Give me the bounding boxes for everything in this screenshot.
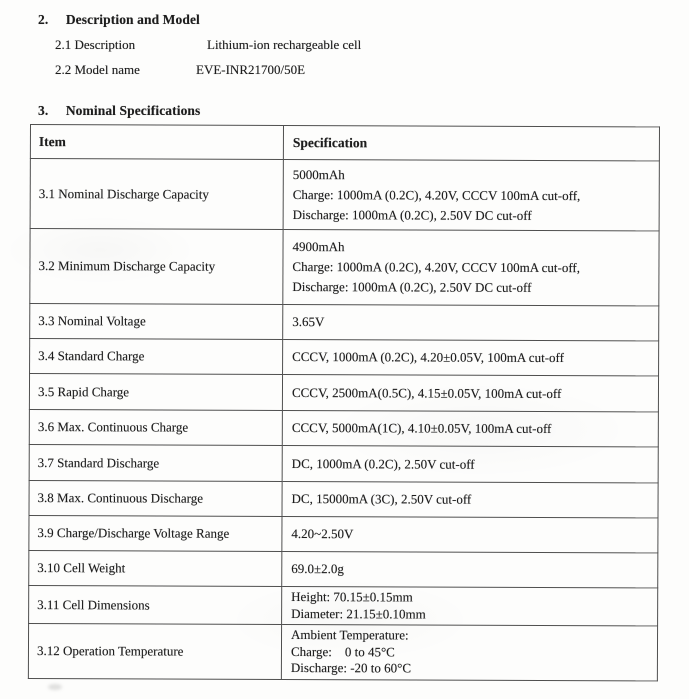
- table-row: [29, 444, 658, 482]
- table-row: [28, 623, 657, 680]
- item-cell: 3.7 Standard Discharge: [29, 444, 282, 481]
- item-cell: 3.11 Cell Dimensions: [29, 585, 282, 624]
- spec-cell: [283, 229, 659, 305]
- section-2-title: Description and Model: [65, 12, 200, 27]
- table-row: [30, 304, 659, 341]
- spec-cell: [282, 586, 658, 625]
- table-row: [30, 339, 659, 376]
- spec-cell: [282, 410, 658, 446]
- spec-line: CCCV, 2500mA(0.5C), 4.15±0.05V, 100mA cut-off: [291, 384, 562, 401]
- spec-cell: [281, 624, 657, 680]
- spec-cell: [282, 481, 658, 517]
- item-cell: 3.9 Charge/Discharge Voltage Range: [29, 515, 282, 551]
- section-3-number: 3.: [38, 103, 49, 118]
- spec-line: DC, 1000mA (0.2C), 2.50V cut-off: [291, 455, 475, 472]
- description-value: Lithium-ion rechargeable cell: [207, 37, 362, 52]
- column-header-specification: Specification: [283, 125, 659, 160]
- spec-cell: [283, 339, 659, 375]
- spec-line: 69.0±2.0g: [291, 561, 344, 577]
- table-row: [30, 229, 659, 306]
- scan-smudge-artifact: [48, 684, 62, 690]
- table-row: [29, 480, 658, 517]
- spec-line: Ambient Temperature:: [291, 627, 409, 643]
- spec-line: Charge: 0 to 45°C: [290, 643, 395, 659]
- table-row: [29, 550, 658, 587]
- spec-cell: [282, 551, 658, 587]
- spec-line: Charge: 1000mA (0.2C), 4.20V, CCCV 100mA cut-off,: [292, 259, 581, 276]
- table-header-row: [30, 125, 659, 161]
- item-cell: 3.8 Max. Continuous Discharge: [29, 480, 282, 516]
- spec-cell: [283, 159, 659, 230]
- spec-cell: [282, 516, 658, 552]
- section-2-heading: [38, 12, 200, 28]
- spec-line: 4900mAh: [292, 239, 345, 255]
- section-2-number: 2.: [38, 12, 49, 27]
- spec-line: Height: 70.15±0.15mm: [291, 589, 413, 605]
- nominal-specifications-table: [28, 124, 660, 681]
- spec-cell: [282, 445, 658, 482]
- spec-line: CCCV, 5000mA(1C), 4.10±0.05V, 100mA cut-off: [291, 420, 552, 437]
- spec-line: 4.20~2.50V: [291, 526, 354, 542]
- item-cell: 3.4 Standard Charge: [30, 339, 283, 375]
- item-cell: 3.12 Operation Temperature: [28, 623, 281, 678]
- spec-cell: [283, 304, 659, 340]
- table-row: [29, 515, 658, 552]
- spec-line: Discharge: 1000mA (0.2C), 2.50V DC cut-off: [292, 206, 532, 223]
- model-name-value: EVE-INR21700/50E: [196, 62, 306, 77]
- table-row: [29, 585, 658, 625]
- item-cell: 3.1 Nominal Discharge Capacity: [30, 159, 283, 230]
- spec-cell: [282, 374, 658, 411]
- spec-line: Discharge: 1000mA (0.2C), 2.50V DC cut-off: [292, 279, 532, 295]
- section-3-title: Nominal Specifications: [65, 103, 201, 118]
- table-row: [29, 409, 658, 446]
- table-row: [30, 159, 659, 231]
- spec-line: Discharge: -20 to 60°C: [290, 660, 412, 676]
- column-header-item: Item: [30, 125, 283, 160]
- item-cell: 3.5 Rapid Charge: [29, 374, 282, 411]
- spec-line: Diameter: 21.15±0.10mm: [291, 605, 426, 622]
- item-cell: 3.10 Cell Weight: [29, 550, 282, 586]
- item-cell: 3.3 Nominal Voltage: [30, 304, 283, 340]
- section-3-heading: [38, 103, 200, 119]
- item-cell: 3.6 Max. Continuous Charge: [29, 409, 282, 445]
- item-cell: 3.2 Minimum Discharge Capacity: [30, 229, 283, 305]
- spec-line: 5000mAh: [292, 166, 345, 182]
- table-row: [29, 374, 658, 412]
- spec-line: Charge: 1000mA (0.2C), 4.20V, CCCV 100mA cut-off,: [292, 186, 581, 203]
- spec-line: 3.65V: [292, 314, 325, 330]
- spec-line: DC, 15000mA (3C), 2.50V cut-off: [291, 491, 472, 507]
- spec-line: CCCV, 1000mA (0.2C), 4.20±0.05V, 100mA cut-off: [292, 349, 564, 366]
- description-label: 2.1 Description: [55, 37, 136, 52]
- model-name-label: 2.2 Model name: [55, 62, 140, 77]
